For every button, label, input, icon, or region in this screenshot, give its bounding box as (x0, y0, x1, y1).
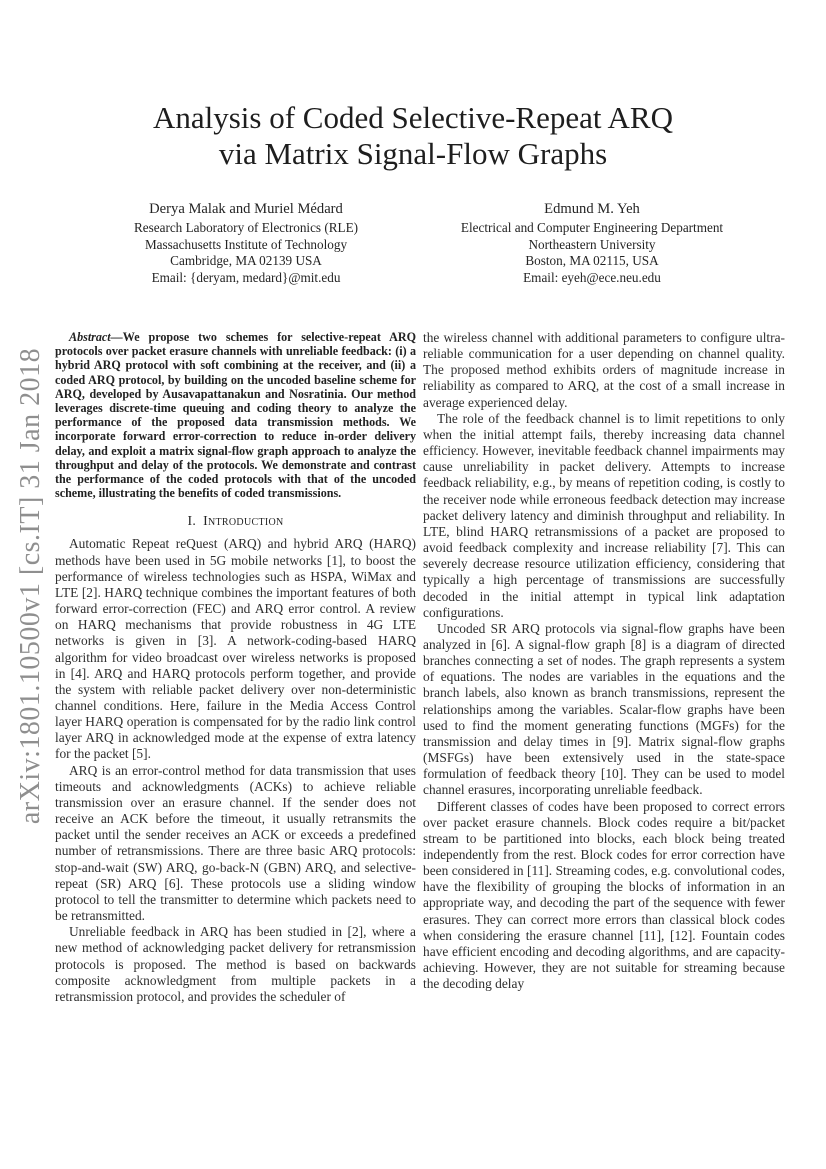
author-affiliation-line: Cambridge, MA 02139 USA (170, 253, 322, 269)
abstract-text: We propose two schemes for selective-repeat ARQ protocols over packet erasure channels with unreliable feedback: (i) a hybrid ARQ protocol with soft combining at the receiver, and (ii) a coded ARQ protocol, by building on the uncoded baseline scheme for ARQ, developed by Ausavapattanakun and Nosratinia. Our method leverages discrete-time queuing and coding theory to analyze the performance of the proposed data transmission methods. We incorporate forward error-correction to reduce in-order delivery delay, and exploit a matrix signal-flow graph approach to analyze the throughput and delay of the protocols. We demonstrate and contrast the performance of the coded protocols with that of the uncoded scheme, illustrating the benefits of coded transmissions. (55, 330, 416, 501)
section-number: I. (187, 513, 197, 529)
author-affiliation-line: Northeastern University (528, 236, 656, 252)
paper-title-line1: Analysis of Coded Selective-Repeat ARQ (152, 100, 673, 135)
paragraph: The role of the feedback channel is to limit repetitions to only when the initial attempt fails, thereby increasing data channel efficiency. However, inevitable feedback channel impairments may cause unreliability in packet delivery. Attempts to increase feedback reliability, e.g., by means of repetition coding, is costly to the receiver node while erroneous feedback detection may increase packet delivery latency and diminish throughput and reliability. In LTE, blind HARQ retransmissions of a packet are proposed to avoid feedback complexity and increase reliability [7]. This can severely decrease resource utilization efficiency, considering that typically a high percentage of transmissions are successfully decoded in the initial attempt in typical link adaptation configurations. (423, 410, 785, 620)
author-affiliation-line: Boston, MA 02115, USA (525, 253, 659, 269)
section-heading-introduction (55, 513, 416, 529)
paragraph-continuation: the wireless channel with additional parameters to configure ultra-reliable communication for a user depending on channel quality. The proposed method exhibits orders of magnitude increase in reliability as compared to ARQ, at the cost of a small increase in average experienced delay. (423, 330, 785, 410)
author-email-line: Email: eyeh@ece.neu.edu (523, 269, 661, 285)
section-title: Introduction (203, 513, 284, 529)
abstract (55, 330, 416, 500)
right-column (423, 330, 785, 992)
author-block-malak-medard (60, 200, 432, 286)
paragraph: Different classes of codes have been proposed to correct errors over packet erasure channels. Block codes require a bit/packet stream to be partitioned into blocks, each block being treated independently from the rest. Block codes for error correction have been considered in [11]. Streaming codes, e.g. convolutional codes, have the flexibility of grouping the blocks of information in an appropriate way, and decoding the part of the sequence with fewer erasures. They can correct more errors than classical block codes when considering the erasure channel [11], [12]. Fountain codes have efficient encoding and decoding algorithms, and are capacity-achieving. However, they are not suitable for streaming because the decoding delay (423, 798, 785, 992)
author-name: Edmund M. Yeh (544, 201, 640, 217)
author-email-line: Email: {deryam, medard}@mit.edu (151, 269, 341, 285)
author-affiliation-line: Massachusetts Institute of Technology (144, 236, 348, 252)
left-column (55, 330, 416, 1005)
arxiv-watermark: arXiv:1801.10500v1 [cs.IT] 31 Jan 2018 (15, 347, 46, 825)
author-block-yeh (412, 200, 772, 286)
paragraph: Unreliable feedback in ARQ has been studied in [2], where a new method of acknowledging packet delivery for retransmission protocols is proposed. The method is based on backwards composite acknowledgment from multiple packets in a retransmission protocol, and provides the scheduler of (55, 924, 416, 1004)
author-affiliation-line: Electrical and Computer Engineering Department (460, 220, 724, 235)
paper-title-line2: via Matrix Signal-Flow Graphs (218, 136, 608, 171)
abstract-label: Abstract— (69, 330, 123, 344)
author-name: Derya Malak and Muriel Médard (149, 201, 343, 217)
paragraph: Automatic Repeat reQuest (ARQ) and hybrid ARQ (HARQ) methods have been used in 5G mobile networks [1], to boost the performance of wireless technologies such as HSPA, WiMax and LTE [2]. HARQ technique combines the important features of both forward error-correction (FEC) and ARQ error control. A review on HARQ mechanisms that provide robustness in 4G LTE networks is given in [3]. A network-coding-based HARQ algorithm for video broadcast over wireless networks is proposed in [4]. ARQ and HARQ protocols perform together, and provide the system with reliable packet delivery over non-deterministic channel conditions. Here, failure in the Media Access Control layer HARQ operation is compensated for by the radio link control layer ARQ in acknowledged mode at the expense of extra latency for the packet [5]. (55, 536, 416, 762)
paragraph: Uncoded SR ARQ protocols via signal-flow graphs have been analyzed in [6]. A signal-flow graph [8] is a diagram of directed branches connecting a set of nodes. The graph represents a system of equations. The nodes are variables in the equations and the branch labels, also known as branch transmissions, represent the relationships among the variables. Scalar-flow graphs have been used to find the moment generating functions (MGFs) for the transmission and delay times in [9]. Matrix signal-flow graphs (MSFGs) have been extensively used in the state-space formulation of feedback theory [10]. They can be used to model channel erasures, incorporating unreliable feedback. (423, 620, 785, 798)
author-affiliation-line: Research Laboratory of Electronics (RLE) (133, 220, 359, 235)
paper-title (0, 100, 826, 172)
paragraph: ARQ is an error-control method for data transmission that uses timeouts and acknowledgments (ACKs) to achieve reliable transmission over an erasure channel. If the sender does not receive an ACK before the timeout, it usually retransmits the packet until the sender receives an ACK or exceeds a predefined number of retransmissions. There are three basic ARQ protocols: stop-and-wait (SW) ARQ, go-back-N (GBN) ARQ, and selective-repeat (SR) ARQ [6]. These protocols use a sliding window protocol to tell the transmitter to determine which packets need to be retransmitted. (55, 762, 416, 924)
